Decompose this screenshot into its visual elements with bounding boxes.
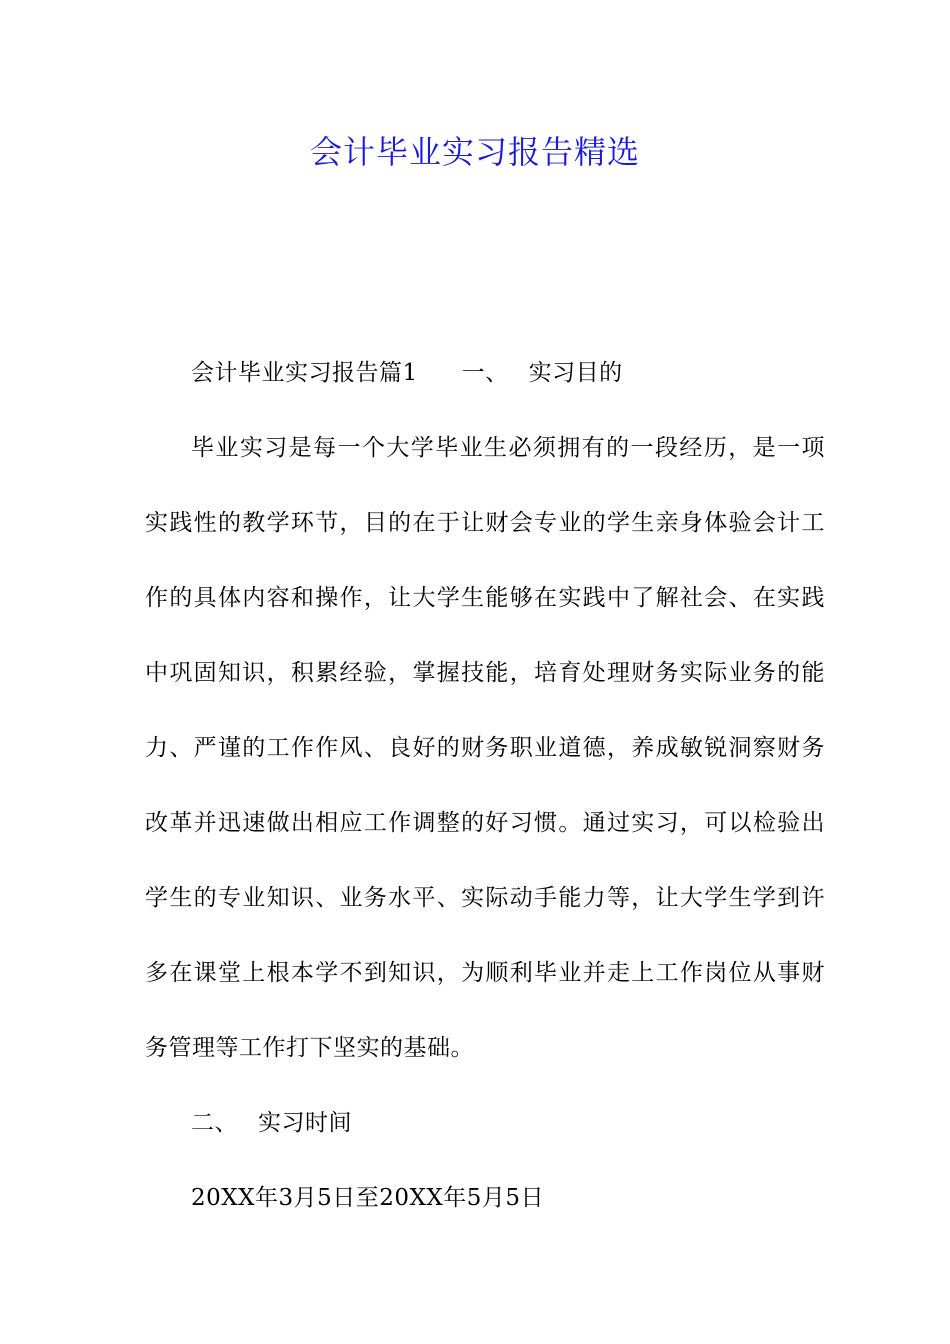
internship-period: 20XX年3月5日至20XX年5月5日 — [191, 1185, 545, 1211]
paragraph-purpose: 毕业实习是每一个大学毕业生必须拥有的一段经历，是一项实践性的教学环节，目的在于让财会专业的学生亲身体验会计工作的具体内容和操作，让大学生能够在实践中了解社会、在实践中巩固知识，积累经验，掌握技能，培育处理财务实际业务的能力、严谨的工作作风、良好的财务职业道德，养成敏锐洞察财务改革并迅速做出相应工作调整的好习惯。通过实习，可以检验出学生的专业知识、业务水平、实际动手能力等，让大学生学到许多在课堂上根本学不到知识，为顺利毕业并走上工作岗位从事财务管理等工作打下坚实的基础。 — [145, 435, 825, 1061]
section2-number: 二、 — [191, 1110, 238, 1136]
section2-heading — [145, 1086, 825, 1161]
section1-number: 一、 — [461, 360, 509, 386]
section1-heading-label: 会计毕业实习报告篇1 — [191, 360, 418, 386]
document-body — [145, 336, 825, 1236]
section2-title: 实习时间 — [258, 1110, 352, 1136]
section1-title: 实习目的 — [528, 360, 623, 386]
document-title: 会计毕业实习报告精选 — [309, 133, 640, 171]
section1-heading — [145, 336, 825, 411]
